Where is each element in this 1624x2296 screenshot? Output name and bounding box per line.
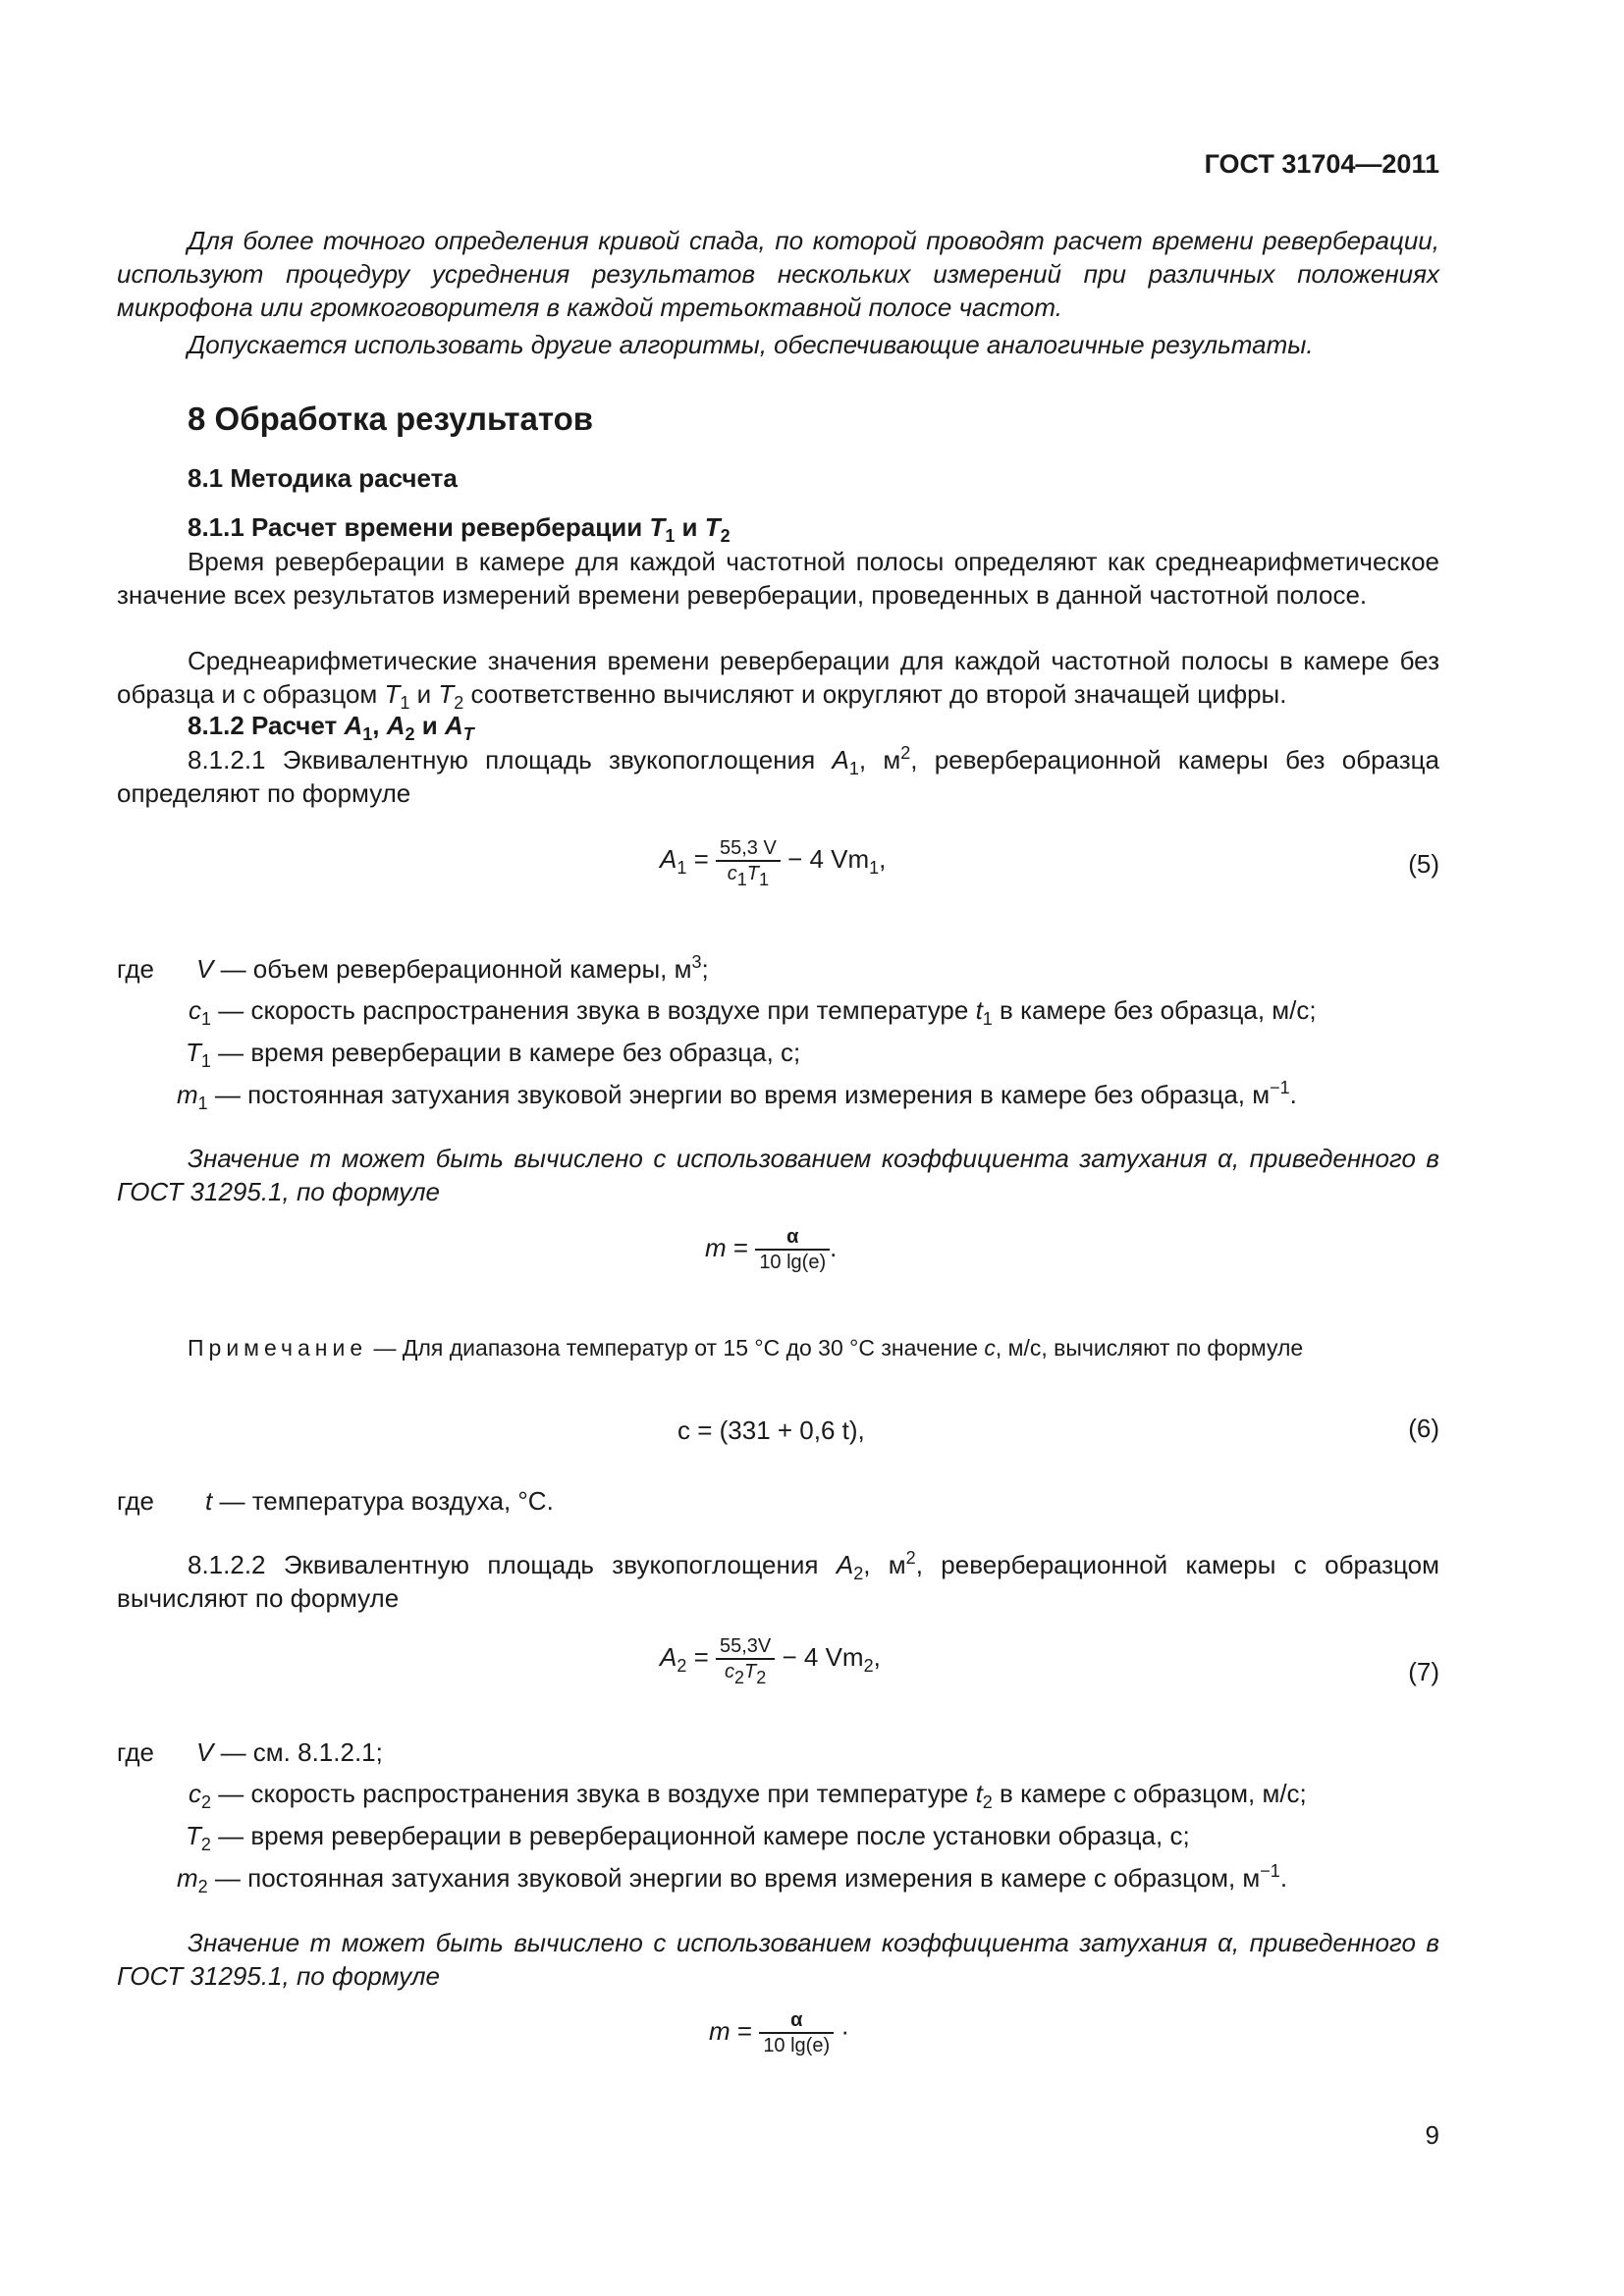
intro-paragraph-2: Допускается использовать другие алгоритмы, обеспечивающие аналогичные результаты.: [188, 330, 1314, 359]
equation-number-7: (7): [1408, 1657, 1439, 1686]
equation-number-6: (6): [1408, 1414, 1439, 1443]
subsection-8-1-title: 8.1 Методика расчета: [188, 463, 458, 493]
def-V-1: V — объем реверберационной камеры, $м^3$;: [196, 952, 709, 984]
formula-m-1: m = $\frac{\alpha}{10 \lg(e)}$ .: [705, 1226, 838, 1273]
intro-paragraph-1: Для более точного определения кривой спада, по которой проводят расчет времени реверберации, используют процедуру усреднения результатов нескольких измерений при различных положениях микрофона или громкоговорителя в каждой третьоктавной полосе частот.: [117, 226, 1439, 322]
def-c2: $c_2$ — скорость распространения звука в воздухе при температуре $t_2$ в камере с образцом, м/с;: [189, 1779, 1307, 1812]
def-T1: $T_1$ — время реверберации в камере без образца, с;: [186, 1038, 801, 1071]
subsection-8-1-2-title: 8.1.2 Расчет $A_1$, $A_2$ и $A_T$: [188, 711, 474, 744]
paragraph-8-1-2-2: 8.1.2.2 Эквивалентную площадь звукопоглощения $A_2$, $м^2$, реверберационной камеры с образцом вычисляют по формуле: [117, 1548, 1439, 1613]
formula-m-2: m = $\frac{\alpha}{10 \lg(e)}$ ·: [709, 2009, 850, 2056]
def-V-2: V — см. 8.1.2.1;: [196, 1737, 383, 1767]
subsection-8-1-1-title: 8.1.1 Расчет времени реверберации $T_1$ и $T_2$: [188, 512, 731, 546]
paragraph-8-1-1-1: Время реверберации в камере для каждой частотной полосы определяют как среднеарифметическое значение всех результатов измерений времени реверберации, проведенных в данной частотной полосе.: [117, 547, 1439, 610]
section-title: 8 Обработка результатов: [188, 400, 594, 437]
note-m-2: Значение m может быть вычислено с использованием коэффициента затухания α, приведенного в ГОСТ 31295.1, по формуле: [117, 1928, 1439, 1991]
def-m1: $m_1$ — постоянная затухания звуковой энергии во время измерения в камере без образца, $м^{-1}$.: [177, 1078, 1297, 1113]
note-m-1: Значение m может быть вычислено с использованием коэффициента затухания α, приведенного в ГОСТ 31295.1, по формуле: [117, 1144, 1439, 1206]
equation-number-5: (5): [1408, 849, 1439, 879]
formula-7: $A_2$ = $\frac{55,3V}{c_2T_2}$ − 4 $Vm_2$,: [660, 1635, 881, 1687]
paragraph-8-1-2-1: 8.1.2.1 Эквивалентную площадь звукопоглощения $A_1$, $м^2$, реверберационной камеры без образца определяют по формуле: [117, 743, 1439, 808]
formula-5: $A_1$ = $\frac{55,3 V}{c_1T_1}$ − 4 $Vm_1$,: [660, 837, 887, 889]
where-label-3: где: [117, 1737, 154, 1767]
note: Примечание — Для диапазона температур от 15 °С до 30 °С значение c, м/с, вычисляют по формуле: [188, 1335, 1304, 1361]
paragraph-8-1-1-2: Среднеарифметические значения времени реверберации для каждой частотной полосы в камере без образца и с образцом $T_1$ и $T_2$ соответственно вычисляют и округляют до второй значащей цифры.: [117, 646, 1439, 713]
def-T2: $T_2$ — время реверберации в реверберационной камере после установки образца, с;: [186, 1821, 1190, 1854]
where-label-1: где: [117, 954, 154, 984]
def-t: t — температура воздуха, °С.: [205, 1486, 554, 1516]
def-c1: $c_1$ — скорость распространения звука в воздухе при температуре $t_1$ в камере без образца, м/с;: [189, 995, 1317, 1029]
document-header: ГОСТ 31704—2011: [1204, 149, 1439, 179]
page-number: 9: [1425, 2120, 1439, 2150]
where-label-2: где: [117, 1486, 154, 1516]
formula-6: c = (331 + 0,6 t),: [677, 1415, 865, 1445]
def-m2: $m_2$ — постоянная затухания звуковой энергии во время измерения в камере с образцом, $м^{-1}$.: [177, 1861, 1288, 1896]
